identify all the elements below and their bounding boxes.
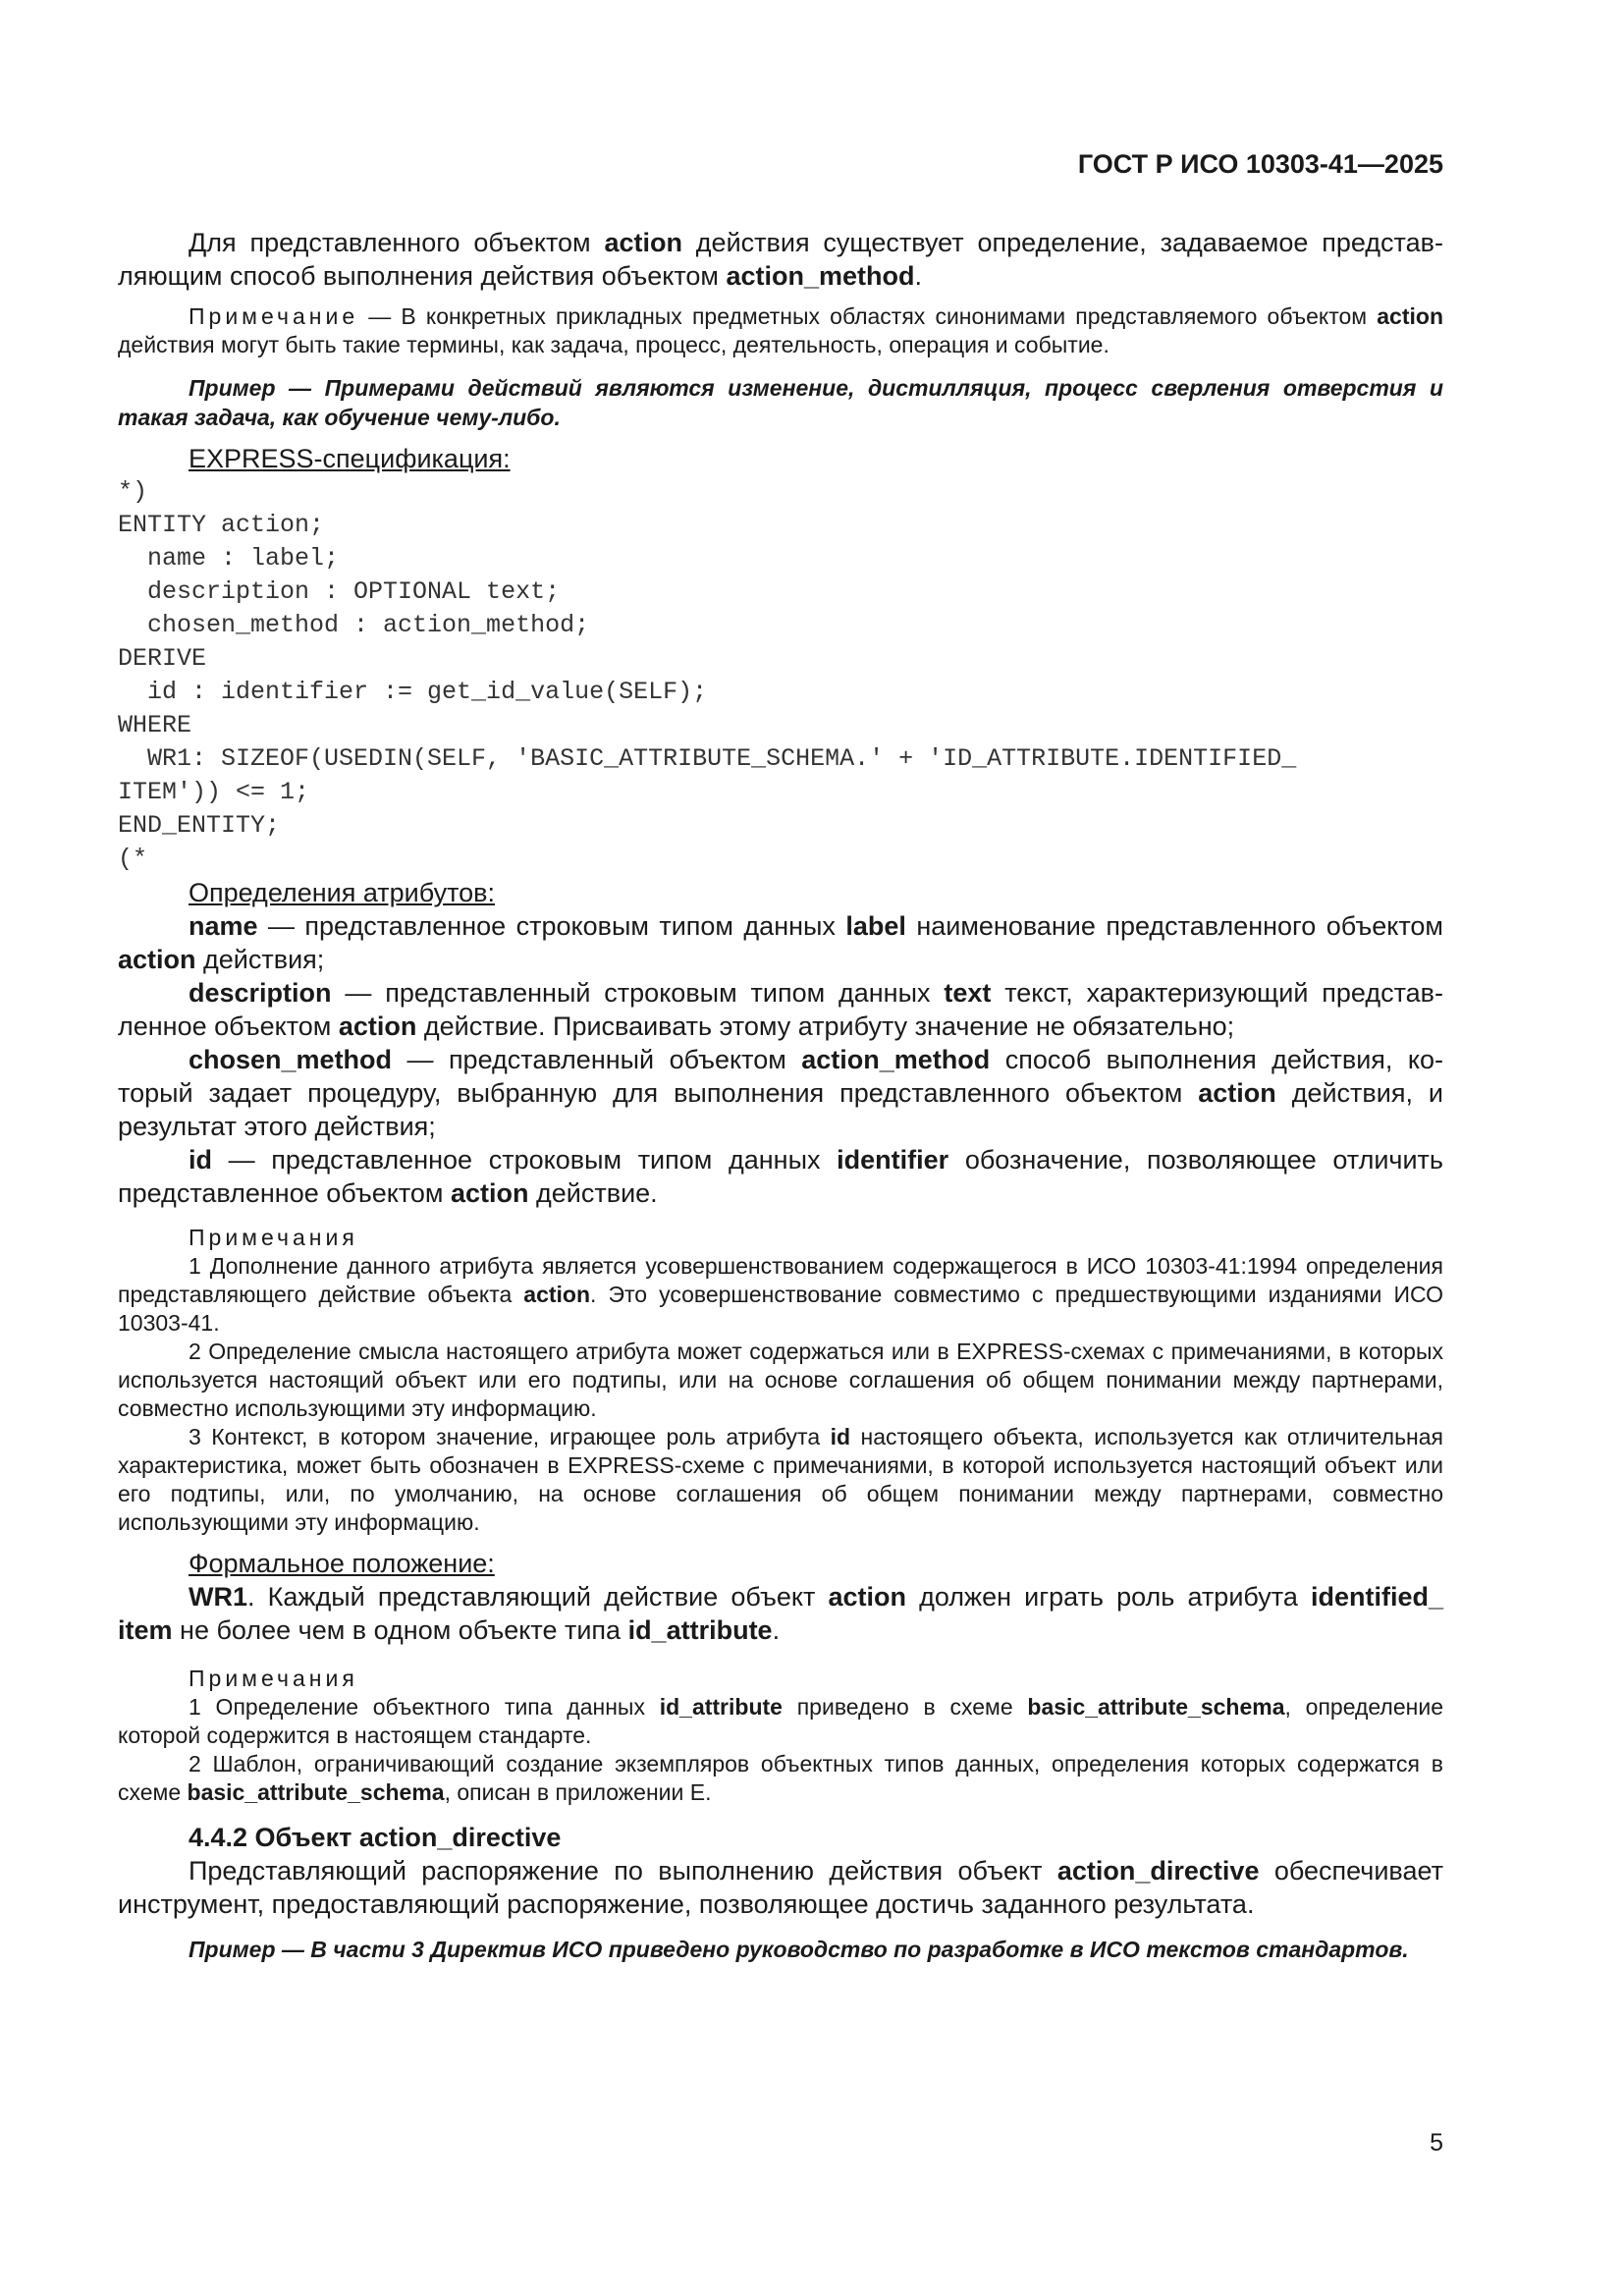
note-item: 2 Определение смысла настоящего атрибута может содержаться или в EXPRESS-схемах с примечаниями, в которых используется настоящий объект или его подтипы, или на основе соглашения об общем понимании между партнерами, совместно использующими эту информацию. — [118, 1339, 1443, 1421]
code-line: DERIVE — [118, 644, 207, 673]
express-code-block — [118, 475, 1443, 876]
attr-name-definition: name — представленное строковым типом данных label наименование представленного объектом action действия; — [118, 911, 1443, 974]
code-line: ITEM')) <= 1; — [118, 778, 310, 806]
page-content — [118, 226, 1443, 1964]
attr-id-definition: id — представленное строковым типом данных identifier обозначение, позволяющее отличить представленное объектом action действие. — [118, 1145, 1443, 1208]
note-item: 2 Шаблон, ограничивающий создание экземпляров объектных типов данных, определения которых содержатся в схеме basic_attribute_schema, описан в приложении Е. — [118, 1751, 1443, 1805]
example-paragraph: Пример — В части 3 Директив ИСО приведено руководство по разработке в ИСО текстов стандартов. — [189, 1937, 1409, 1962]
section-paragraph: Представляющий распоряжение по выполнению действия объект action_directive обеспечивает инструмент, предоставляющий распоряжение, позволяющее достичь заданного результата. — [118, 1856, 1443, 1919]
intro-paragraph: Для представленного объектом action действия существует определение, задаваемое представляющим способ выполнения действия объектом action_method. — [118, 228, 1443, 291]
page-number: 5 — [1430, 2129, 1443, 2157]
code-line: ENTITY action; — [118, 511, 325, 539]
code-line: description : OPTIONAL text; — [118, 577, 561, 606]
document-header: ГОСТ Р ИСО 10303-41—2025 — [1077, 149, 1443, 179]
note-paragraph: Примечание — В конкретных прикладных предметных областях синонимами представляемого объектом action действия могут быть такие термины, как задача, процесс, деятельность, операция и событие. — [118, 303, 1443, 357]
wr1-rule: WR1. Каждый представляющий действие объект action должен играть роль атрибута identified_ item не более чем в одном объекте типа id_attribute. — [118, 1582, 1443, 1645]
code-line: END_ENTITY; — [118, 811, 281, 840]
note-item: 3 Контекст, в котором значение, играющее роль атрибута id настоящего объекта, используется как отличительная характеристика, может быть обозначен в EXPRESS-схеме с примечаниями, в которой используется настоящий объект или его подтипы, или, по умолчанию, на основе соглашения об общем понимании между партнерами, совместно использующими эту информацию. — [118, 1424, 1443, 1535]
express-heading: EXPRESS-спецификация: — [189, 444, 511, 473]
code-line: id : identifier := get_id_value(SELF); — [118, 678, 708, 706]
note-item: 1 Определение объектного типа данных id_attribute приведено в схеме basic_attribute_schema, определение которой содержится в настоящем стандарте. — [118, 1694, 1443, 1748]
note-item: 1 Дополнение данного атрибута является усовершенствованием содержащегося в ИСО 10303-41:1994 определения представляющего действие объекта action. Это усовершенствование совместимо с предшествующими изданиями ИСО 10303-41. — [118, 1253, 1443, 1336]
section-heading: 4.4.2 Объект action_directive — [189, 1823, 562, 1852]
code-line: (* — [118, 845, 148, 873]
attr-description-definition: description — представленный строковым типом данных text текст, характеризующий представленное объектом action действие. Присваивать этому атрибуту значение не обязательно; — [118, 978, 1443, 1041]
attributes-heading: Определения атрибутов: — [189, 878, 496, 907]
code-line: name : label; — [118, 544, 340, 573]
example-paragraph: Пример — Примерами действий являются изменение, дистилляция, процесс сверления отверстия и такая задача, как обучение чему-либо. — [118, 375, 1443, 430]
code-line: chosen_method : action_method; — [118, 611, 590, 639]
attr-chosen-method-definition: chosen_method — представленный объектом action_method способ выполнения действия, который задает процедуру, выбранную для выполнения представленного объектом action действия, и результат этого действия; — [118, 1045, 1443, 1141]
code-line: *) — [118, 477, 148, 506]
code-line: WR1: SIZEOF(USEDIN(SELF, 'BASIC_ATTRIBUTE_SCHEMA.' + 'ID_ATTRIBUTE.IDENTIFIED_ — [118, 744, 1297, 773]
notes-label: Примечания — [189, 1225, 358, 1250]
formal-heading: Формальное положение: — [189, 1549, 495, 1578]
notes-label: Примечания — [189, 1666, 358, 1691]
code-line: WHERE — [118, 711, 192, 739]
